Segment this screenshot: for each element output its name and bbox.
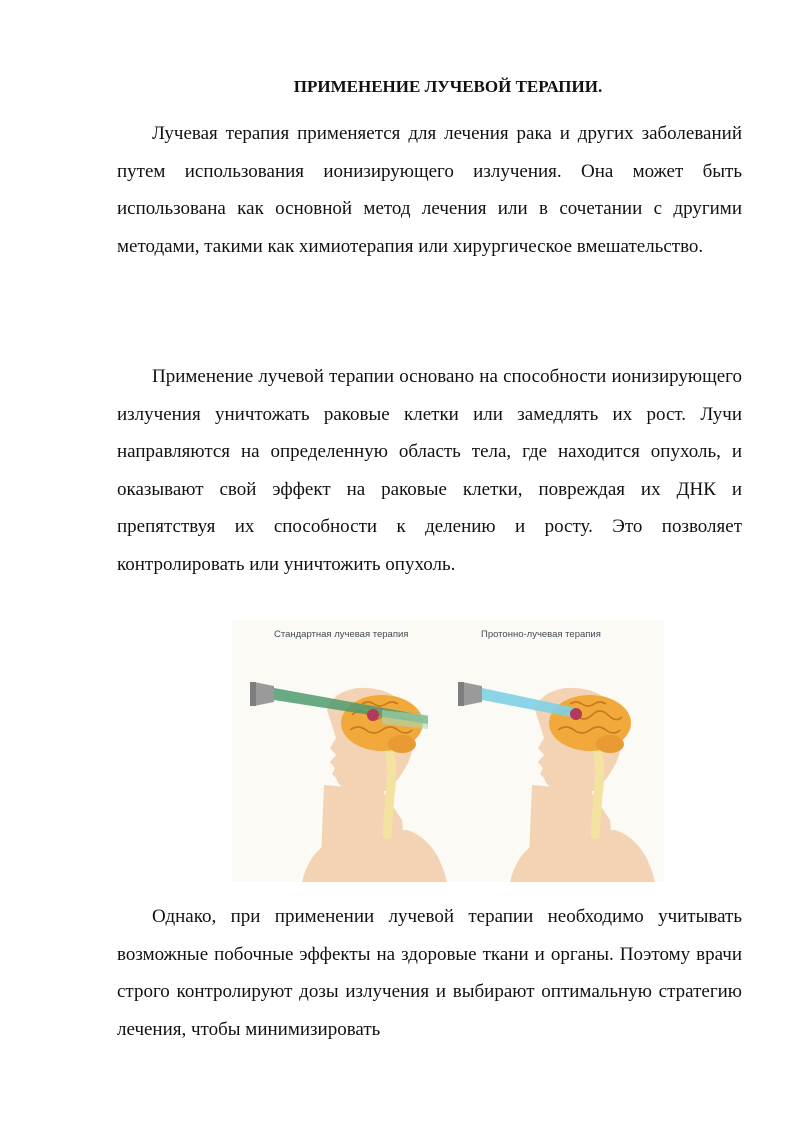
radiation-therapy-figure bbox=[232, 620, 664, 882]
proton-therapy-illustration bbox=[458, 682, 655, 882]
standard-therapy-label: Стандартная лучевая терапия bbox=[274, 629, 409, 640]
paragraph-side-effects: Однако, при применении лучевой терапии необходимо учитывать возможные побочные эффекты на здоровые ткани и органы. Поэтому врачи строго контролируют дозы излучения и выбирают оптимальную стратегию лечения, чтобы минимизировать bbox=[117, 906, 742, 1040]
standard-therapy-illustration bbox=[250, 682, 447, 882]
therapy-comparison-illustration bbox=[232, 620, 664, 882]
proton-therapy-label: Протонно-лучевая терапия bbox=[481, 629, 601, 640]
paragraph-mechanism: Применение лучевой терапии основано на способности ионизирующего излучения уничтожать раковые клетки или замедлять их рост. Лучи направляются на определенную область тела, где находится опухоль, и оказывают свой эффект на раковые клетки, повреждая их ДНК и препятствуя их способности к делению и росту. Это позволяет контролировать или уничтожить опухоль. bbox=[117, 366, 742, 575]
document-title: ПРИМЕНЕНИЕ ЛУЧЕВОЙ ТЕРАПИИ. bbox=[293, 77, 603, 96]
paragraph-intro: Лучевая терапия применяется для лечения рака и других заболеваний путем использования ионизирующего излучения. Она может быть использована как основной метод лечения или в сочетании с другими методами, такими как химиотерапия или хирургическое вмешательство. bbox=[117, 123, 742, 257]
